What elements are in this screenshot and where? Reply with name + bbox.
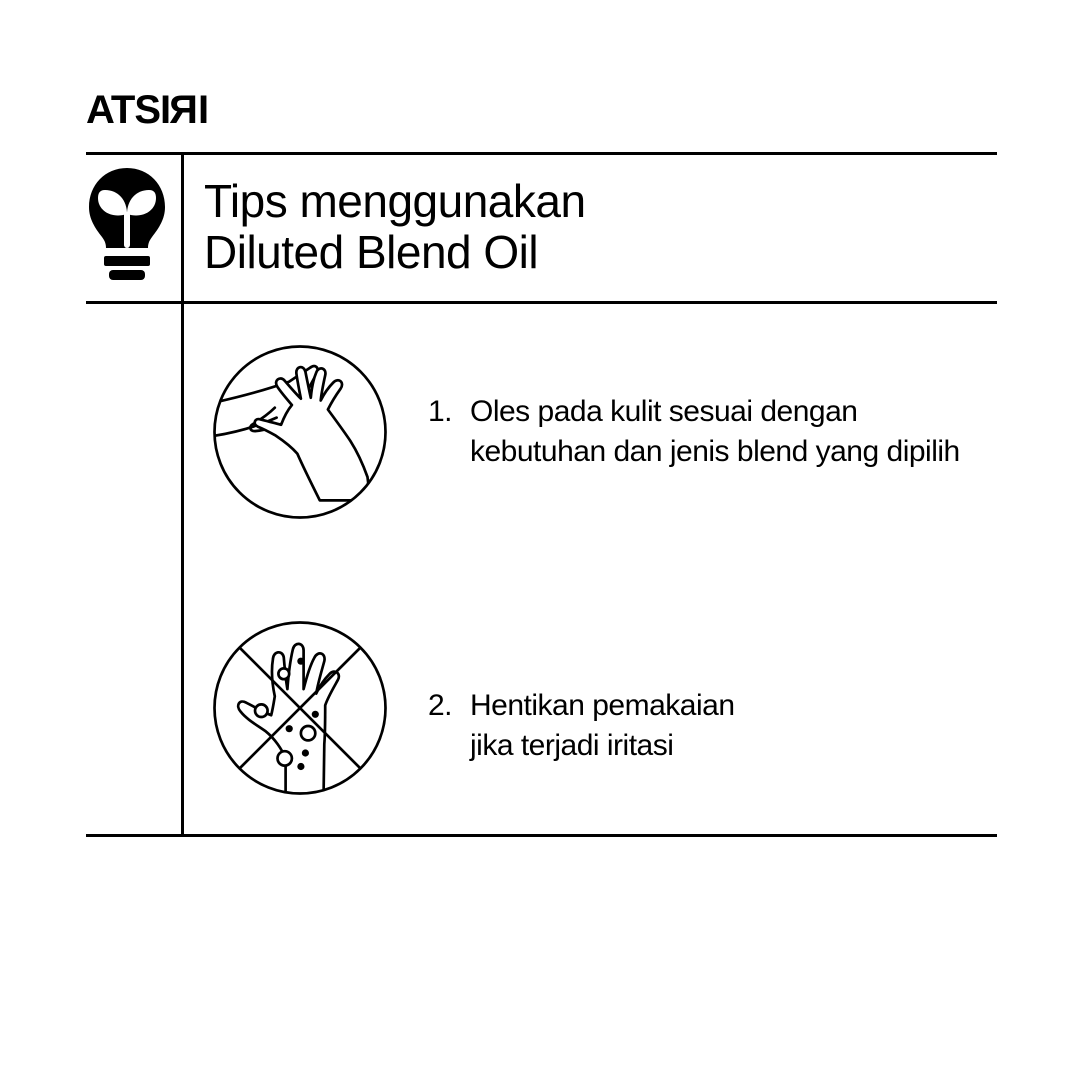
page-title <box>204 176 586 278</box>
vertical-rule <box>181 152 184 837</box>
logo-text-part: I <box>198 88 209 132</box>
header-divider-rule <box>86 301 997 304</box>
logo-text-part: ATSI <box>86 88 171 132</box>
title-line: Tips menggunakan <box>204 175 586 227</box>
lightbulb-sprout-icon <box>82 166 172 282</box>
tip-body <box>470 392 960 472</box>
hands-applying-oil-icon <box>210 342 390 522</box>
top-rule <box>86 152 997 155</box>
tip-line: Hentikan pemakaian <box>470 689 735 722</box>
tip-line: Oles pada kulit sesuai dengan <box>470 395 858 428</box>
title-line: Diluted Blend Oil <box>204 226 539 278</box>
tip-item-2 <box>428 686 735 766</box>
tip-line: kebutuhan dan jenis blend yang dipilih <box>470 435 960 468</box>
tip-line: jika terjadi iritasi <box>470 729 674 762</box>
tip-body <box>470 686 735 766</box>
logo-mirrored-r: R <box>170 88 199 132</box>
tip-number: 1. <box>428 395 453 428</box>
brand-logo <box>86 90 208 130</box>
tip-number: 2. <box>428 689 453 722</box>
crossed-out-irritated-hand-icon <box>210 618 390 798</box>
tip-item-1 <box>428 392 960 472</box>
bottom-rule <box>86 834 997 837</box>
